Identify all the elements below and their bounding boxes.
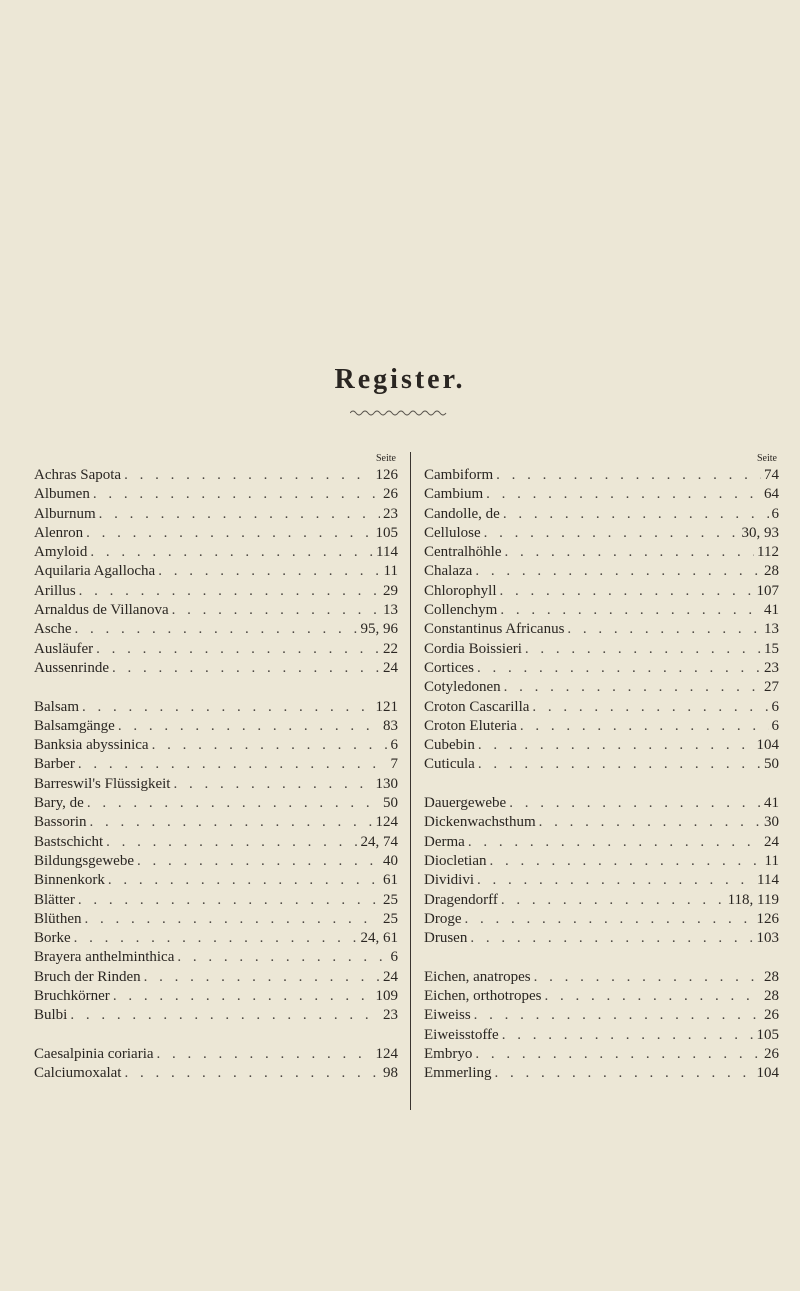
page-number: 40: [383, 852, 398, 869]
index-entry: [34, 698, 398, 717]
ornamental-rule: [350, 408, 450, 418]
leader-dots: [525, 640, 761, 659]
leader-dots: [157, 1045, 373, 1064]
index-entry: [424, 562, 779, 581]
index-term: Dauergewebe: [424, 795, 507, 812]
index-term: Asche: [34, 621, 72, 638]
index-spacer: [424, 948, 779, 967]
index-term: Bary, de: [34, 795, 84, 812]
index-term: Eichen, anatropes: [424, 968, 531, 985]
leader-dots: [500, 601, 761, 620]
index-term: Cordia Boissieri: [424, 640, 522, 657]
leader-dots: [112, 659, 380, 678]
leader-dots: [474, 1006, 761, 1025]
index-entry: [424, 1045, 779, 1064]
page-number: 104: [756, 1065, 779, 1082]
index-term: Constantinus Africanus: [424, 621, 565, 638]
index-entry: [424, 466, 779, 485]
index-term: Cellulose: [424, 524, 481, 541]
leader-dots: [87, 794, 380, 813]
page-column-header: Seite: [376, 453, 396, 464]
leader-dots: [532, 698, 768, 717]
index-term: Alburnum: [34, 505, 96, 522]
page-number: 118, 119: [727, 891, 779, 908]
leader-dots: [90, 543, 373, 562]
index-entry: [34, 968, 398, 987]
page-number: 109: [375, 988, 398, 1005]
index-term: Arillus: [34, 582, 76, 599]
index-entry: [34, 717, 398, 736]
index-entry: [424, 987, 779, 1006]
leader-dots: [470, 929, 753, 948]
index-entry: [424, 485, 779, 504]
leader-dots: [78, 755, 388, 774]
index-entry: [34, 775, 398, 794]
leader-dots: [520, 717, 769, 736]
page-number: 26: [764, 1045, 779, 1062]
index-entry: [34, 562, 398, 581]
page-number: 27: [764, 679, 779, 696]
leader-dots: [534, 968, 761, 987]
index-term: Cambium: [424, 486, 484, 503]
page-number: 114: [376, 544, 398, 561]
page-number: 130: [375, 775, 398, 792]
index-term: Candolle, de: [424, 505, 500, 522]
page-number: 7: [390, 756, 398, 773]
page-number: 29: [383, 582, 398, 599]
index-term: Dickenwachsthum: [424, 814, 536, 831]
index-term: Borke: [34, 930, 71, 947]
leader-dots: [500, 582, 754, 601]
index-term: Brayera anthelminthica: [34, 949, 175, 966]
page-number: 41: [764, 795, 779, 812]
page-number: 24, 61: [360, 930, 398, 947]
leader-dots: [106, 833, 357, 852]
leader-dots: [502, 1026, 754, 1045]
index-entry: [34, 1064, 398, 1083]
index-entry: [34, 601, 398, 620]
page-number: 24, 74: [360, 833, 398, 850]
index-spacer: [424, 775, 779, 794]
page-number: 50: [383, 795, 398, 812]
index-entry: [34, 948, 398, 967]
index-entry: [424, 640, 779, 659]
leader-dots: [465, 910, 754, 929]
page-number: 11: [764, 852, 779, 869]
page-number: 126: [375, 467, 398, 483]
index-entry: [34, 543, 398, 562]
index-entry: [424, 1064, 779, 1083]
index-entry: [34, 871, 398, 890]
index-term: Centralhöhle: [424, 544, 502, 561]
index-term: Aussenrinde: [34, 659, 109, 676]
page-number: 50: [764, 756, 779, 773]
page-number: 41: [764, 602, 779, 619]
index-entry: [34, 505, 398, 524]
page-number: 98: [383, 1065, 398, 1082]
leader-dots: [484, 524, 739, 543]
leader-dots: [79, 582, 380, 601]
index-term: Ausläufer: [34, 640, 94, 657]
index-term: Binnenkork: [34, 872, 105, 889]
leader-dots: [99, 505, 380, 524]
index-entry: [424, 891, 779, 910]
index-term: Barber: [34, 756, 75, 773]
index-term: Calciumoxalat: [34, 1065, 122, 1082]
page-number: 24: [383, 968, 398, 985]
index-term: Banksia abyssinica: [34, 737, 149, 754]
leader-dots: [504, 543, 754, 562]
index-term: Bildungsgewebe: [34, 852, 134, 869]
index-entry: [34, 987, 398, 1006]
index-entry: [34, 640, 398, 659]
page-number: 28: [764, 968, 779, 985]
index-term: Alenron: [34, 524, 84, 541]
page-number: 105: [756, 1026, 779, 1043]
leader-dots: [501, 891, 725, 910]
index-entry: [34, 929, 398, 948]
index-term: Dividivi: [424, 872, 475, 889]
leader-dots: [496, 466, 761, 485]
leader-dots: [96, 640, 380, 659]
index-term: Cambiform: [424, 467, 494, 483]
page-number: 6: [771, 698, 779, 715]
index-entry: [34, 891, 398, 910]
page-number: 30, 93: [741, 524, 779, 541]
page-number: 104: [756, 737, 779, 754]
index-term: Chalaza: [424, 563, 473, 580]
leader-dots: [86, 524, 372, 543]
page-title: Register.: [334, 364, 466, 395]
leader-dots: [478, 736, 754, 755]
page-number: 83: [383, 717, 398, 734]
page-number: 24: [764, 833, 779, 850]
index-term: Droge: [424, 910, 462, 927]
index-term: Achras Sapota: [34, 467, 122, 483]
index-column-left: [34, 452, 398, 1084]
page-number: 22: [383, 640, 398, 657]
index-entry: [424, 852, 779, 871]
index-entry: [424, 794, 779, 813]
page-number: 28: [764, 563, 779, 580]
index-entry: [34, 524, 398, 543]
index-entry: [34, 910, 398, 929]
index-term: Bastschicht: [34, 833, 104, 850]
index-term: Cotyledonen: [424, 679, 501, 696]
index-entry: [34, 755, 398, 774]
index-term: Amyloid: [34, 544, 88, 561]
leader-dots: [144, 968, 380, 987]
index-term: Bulbi: [34, 1007, 68, 1024]
index-entry: [424, 736, 779, 755]
leader-dots: [489, 852, 761, 871]
index-term: Eiweisstoffe: [424, 1026, 499, 1043]
page-number: 126: [756, 910, 779, 927]
page-number: 24: [383, 659, 398, 676]
index-entry: [34, 485, 398, 504]
page-number: 23: [383, 1007, 398, 1024]
index-entry: [424, 1006, 779, 1025]
index-entry: [34, 1006, 398, 1025]
leader-dots: [118, 717, 380, 736]
index-term: Caesalpinia coriaria: [34, 1045, 154, 1062]
leader-dots: [509, 794, 761, 813]
page-number: 64: [764, 486, 779, 503]
index-entry: [34, 620, 398, 639]
page-number: 121: [375, 698, 398, 715]
leader-dots: [544, 987, 761, 1006]
index-entry: [424, 659, 779, 678]
leader-dots: [486, 485, 761, 504]
index-entry: [34, 833, 398, 852]
index-term: Cuticula: [424, 756, 475, 773]
page-number: 6: [390, 737, 398, 754]
leader-dots: [124, 1064, 380, 1083]
page-number: 30: [764, 814, 779, 831]
index-entries-right: [424, 466, 779, 1084]
leader-dots: [108, 871, 380, 890]
leader-dots: [90, 813, 373, 832]
page-number: 103: [756, 930, 779, 947]
index-entry: [424, 524, 779, 543]
page-number: 95, 96: [360, 621, 398, 638]
index-term: Balsam: [34, 698, 79, 715]
page-number: 25: [383, 910, 398, 927]
page-number: 124: [375, 1045, 398, 1062]
index-term: Blätter: [34, 891, 75, 908]
index-entry: [34, 852, 398, 871]
index-entry: [34, 1045, 398, 1064]
index-entry: [424, 910, 779, 929]
leader-dots: [177, 948, 387, 967]
leader-dots: [78, 891, 380, 910]
index-term: Eichen, orthotropes: [424, 988, 542, 1005]
index-term: Cortices: [424, 659, 474, 676]
page-number: 74: [764, 467, 779, 483]
leader-dots: [567, 620, 761, 639]
leader-dots: [74, 929, 358, 948]
index-term: Croton Cascarilla: [424, 698, 530, 715]
page-number: 26: [764, 1007, 779, 1024]
index-term: Collenchym: [424, 602, 498, 619]
page-number: 107: [756, 582, 779, 599]
index-term: Bruch der Rinden: [34, 968, 141, 985]
index-entry: [424, 543, 779, 562]
index-entry: [424, 813, 779, 832]
index-entry: [424, 601, 779, 620]
index-term: Aquilaria Agallocha: [34, 563, 156, 580]
leader-dots: [477, 659, 761, 678]
leader-dots: [475, 562, 761, 581]
leader-dots: [468, 833, 761, 852]
page-number: 23: [764, 659, 779, 676]
leader-dots: [539, 813, 761, 832]
index-term: Croton Eluteria: [424, 717, 517, 734]
index-spacer: [34, 678, 398, 697]
leader-dots: [173, 775, 372, 794]
index-entry: [424, 505, 779, 524]
index-entry: [34, 794, 398, 813]
index-term: Bassorin: [34, 814, 87, 831]
index-term: Emmerling: [424, 1065, 492, 1082]
index-entries-left: [34, 466, 398, 1084]
index-entry: [424, 698, 779, 717]
index-entry: [424, 755, 779, 774]
index-entry: [424, 717, 779, 736]
page-number: 25: [383, 891, 398, 908]
page-number: 26: [383, 486, 398, 503]
page-number: 15: [764, 640, 779, 657]
index-entry: [34, 466, 398, 485]
page-column-header: Seite: [757, 453, 777, 464]
index-term: Embryo: [424, 1045, 473, 1062]
index-term: Barreswil's Flüssigkeit: [34, 775, 171, 792]
index-entry: [424, 929, 779, 948]
leader-dots: [93, 485, 380, 504]
leader-dots: [152, 736, 388, 755]
leader-dots: [172, 601, 380, 620]
index-term: Eiweiss: [424, 1007, 471, 1024]
index-entry: [424, 833, 779, 852]
leader-dots: [113, 987, 373, 1006]
page-number: 61: [383, 872, 398, 889]
index-term: Balsamgänge: [34, 717, 115, 734]
page-number: 124: [375, 814, 398, 831]
index-entry: [34, 582, 398, 601]
index-term: Bruchkörner: [34, 988, 110, 1005]
index-spacer: [34, 1026, 398, 1045]
index-term: Blüthen: [34, 910, 82, 927]
leader-dots: [158, 562, 380, 581]
page-number: 112: [757, 544, 779, 561]
leader-dots: [475, 1045, 761, 1064]
index-term: Derma: [424, 833, 465, 850]
index-entry: [424, 871, 779, 890]
index-term: Albumen: [34, 486, 90, 503]
index-entry: [424, 968, 779, 987]
index-entry: [424, 678, 779, 697]
index-column-right: [424, 452, 779, 1084]
index-term: Diocletian: [424, 852, 487, 869]
page-number: 13: [764, 621, 779, 638]
page-number: 114: [757, 872, 779, 889]
page-number: 13: [383, 602, 398, 619]
page-number: 6: [771, 505, 779, 522]
page-number: 6: [390, 949, 398, 966]
index-term: Dragendorff: [424, 891, 498, 908]
page-number: 6: [771, 717, 779, 734]
page-number: 105: [375, 524, 398, 541]
leader-dots: [82, 698, 373, 717]
leader-dots: [70, 1006, 380, 1025]
leader-dots: [503, 505, 769, 524]
page-number: 28: [764, 988, 779, 1005]
leader-dots: [495, 1064, 754, 1083]
index-entry: [34, 736, 398, 755]
leader-dots: [504, 678, 761, 697]
index-term: Chlorophyll: [424, 582, 497, 599]
leader-dots: [478, 755, 761, 774]
index-entry: [424, 620, 779, 639]
leader-dots: [137, 852, 380, 871]
leader-dots: [477, 871, 754, 890]
leader-dots: [75, 620, 358, 639]
column-divider: [410, 452, 411, 1110]
page-number: 23: [383, 505, 398, 522]
index-entry: [424, 1026, 779, 1045]
leader-dots: [85, 910, 381, 929]
index-term: Arnaldus de Villanova: [34, 602, 169, 619]
index-term: Cubebin: [424, 737, 475, 754]
index-term: Drusen: [424, 930, 468, 947]
index-entry: [424, 582, 779, 601]
index-entry: [34, 813, 398, 832]
index-entry: [34, 659, 398, 678]
page-number: 11: [383, 563, 398, 580]
leader-dots: [124, 466, 372, 485]
